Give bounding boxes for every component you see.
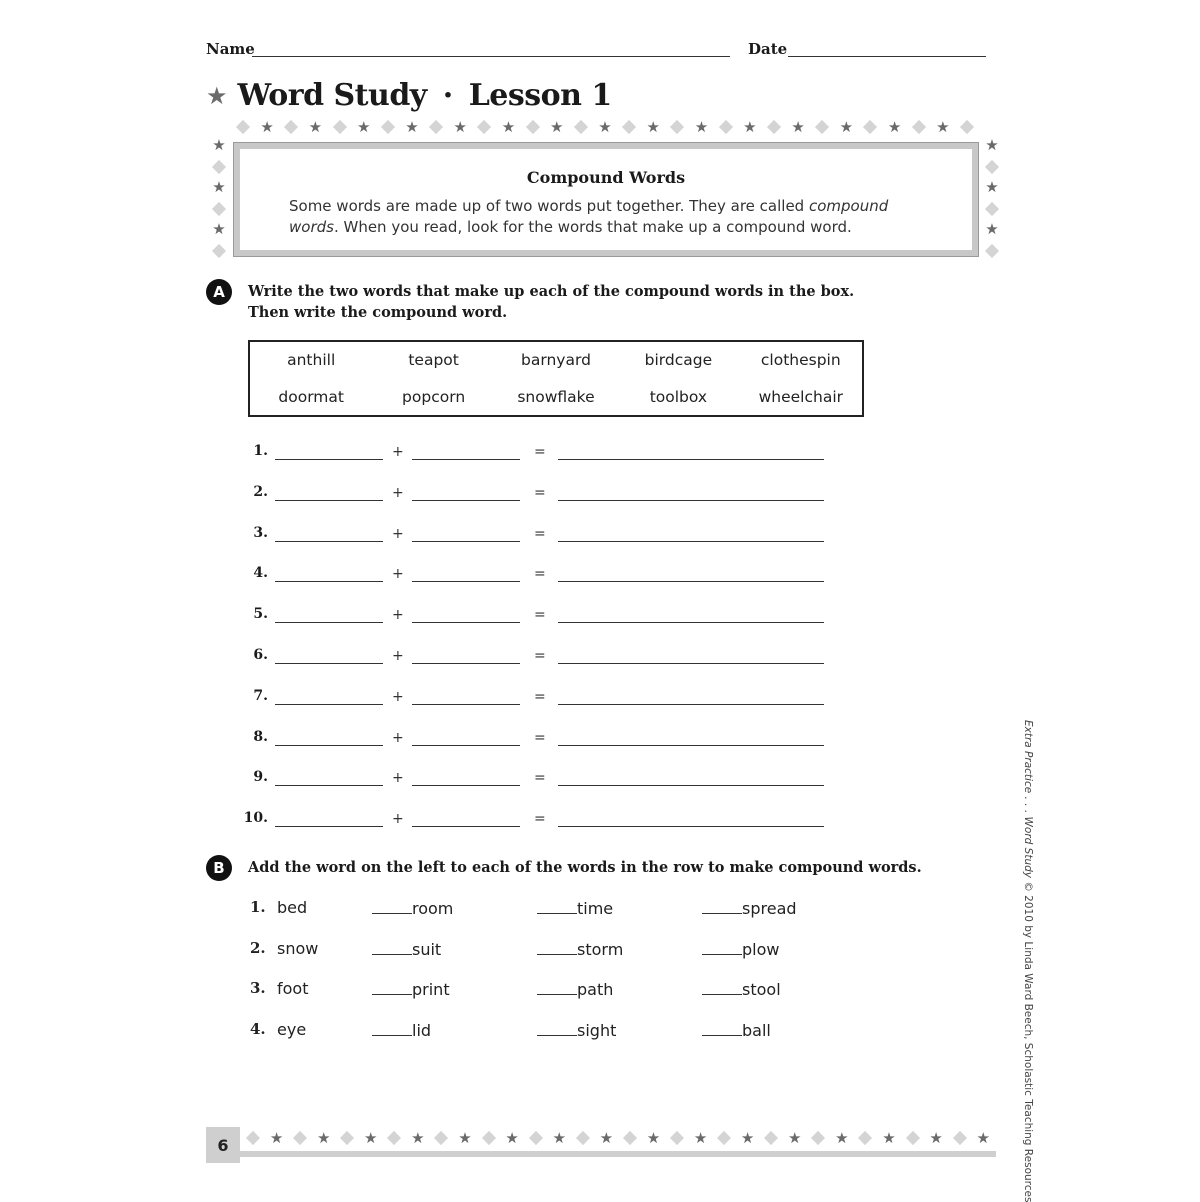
answer-blank[interactable] bbox=[537, 979, 577, 995]
second-word-blank[interactable] bbox=[412, 567, 520, 582]
equals-sign: = bbox=[534, 444, 546, 460]
star-icon: ★ bbox=[599, 1128, 614, 1147]
star-icon: ★ bbox=[887, 117, 902, 136]
second-word-blank[interactable] bbox=[412, 649, 520, 664]
compound-word-blank[interactable] bbox=[558, 486, 824, 501]
star-icon: ★ bbox=[839, 117, 854, 136]
diamond-icon bbox=[387, 1131, 401, 1145]
answer-row bbox=[240, 484, 840, 504]
answer-row bbox=[240, 729, 840, 749]
title-star-icon: ★ bbox=[206, 81, 228, 110]
compound-cell bbox=[702, 1020, 771, 1040]
row-number: 1. bbox=[253, 443, 268, 459]
answer-row bbox=[240, 810, 840, 830]
first-word-blank[interactable] bbox=[275, 527, 383, 542]
compound-cell bbox=[702, 979, 781, 999]
compound-cell bbox=[702, 939, 779, 959]
word-box-item: snowflake bbox=[517, 387, 595, 406]
diamond-icon bbox=[293, 1131, 307, 1145]
diamond-icon bbox=[953, 1131, 967, 1145]
word-box bbox=[248, 340, 864, 417]
compound-cell bbox=[702, 898, 797, 918]
base-word: foot bbox=[277, 979, 309, 999]
first-word-blank[interactable] bbox=[275, 608, 383, 623]
word-ending: plow bbox=[742, 939, 780, 959]
page-title bbox=[206, 78, 612, 113]
star-icon: ★ bbox=[212, 178, 226, 197]
star-icon: ★ bbox=[693, 1128, 708, 1147]
equals-sign: = bbox=[534, 729, 546, 746]
star-icon: ★ bbox=[743, 117, 757, 136]
word-box-item: popcorn bbox=[402, 387, 466, 406]
diamond-icon bbox=[985, 202, 999, 216]
base-word: snow bbox=[277, 938, 319, 958]
answer-blank[interactable] bbox=[702, 898, 742, 914]
star-icon: ★ bbox=[985, 220, 999, 239]
name-field[interactable] bbox=[252, 56, 730, 57]
word-box-item: toolbox bbox=[649, 387, 708, 406]
section-b-badge: B bbox=[206, 855, 232, 881]
compound-word-blank[interactable] bbox=[558, 812, 824, 827]
compound-row bbox=[250, 979, 850, 1001]
second-word-blank[interactable] bbox=[412, 486, 520, 501]
compound-cell bbox=[537, 898, 613, 918]
word-ending: storm bbox=[577, 939, 624, 959]
word-ending: stool bbox=[742, 980, 781, 1000]
word-box-item: anthill bbox=[287, 351, 336, 370]
diamond-icon bbox=[574, 120, 588, 134]
decorative-border-bottom bbox=[248, 1129, 990, 1147]
decorative-border-right bbox=[983, 138, 1001, 256]
plus-sign: + bbox=[392, 688, 404, 705]
answer-blank[interactable] bbox=[702, 1020, 742, 1036]
compound-row bbox=[250, 939, 850, 961]
answer-row bbox=[240, 443, 840, 463]
answer-blank[interactable] bbox=[537, 898, 577, 914]
row-number: 9. bbox=[253, 769, 268, 786]
compound-cell bbox=[372, 1020, 431, 1040]
plus-sign: + bbox=[392, 729, 404, 746]
answer-row bbox=[240, 606, 840, 626]
diamond-icon bbox=[477, 120, 491, 134]
compound-word-blank[interactable] bbox=[558, 445, 824, 460]
compound-cell bbox=[372, 898, 453, 918]
row-number: 3. bbox=[250, 979, 266, 998]
compound-cell bbox=[537, 1020, 616, 1040]
diamond-icon bbox=[912, 120, 926, 134]
star-icon: ★ bbox=[929, 1128, 943, 1147]
equals-sign: = bbox=[534, 648, 546, 664]
star-icon: ★ bbox=[882, 1128, 896, 1147]
row-number: 10. bbox=[243, 810, 268, 827]
title-separator: · bbox=[442, 78, 453, 113]
diamond-icon bbox=[670, 120, 684, 134]
decorative-border-top bbox=[238, 118, 972, 136]
diamond-icon bbox=[212, 244, 226, 258]
answer-blank[interactable] bbox=[537, 939, 577, 955]
star-icon: ★ bbox=[835, 1128, 849, 1147]
second-word-blank[interactable] bbox=[412, 731, 520, 746]
diamond-icon bbox=[481, 1131, 495, 1145]
word-ending: time bbox=[577, 899, 614, 918]
star-icon: ★ bbox=[791, 117, 805, 136]
compound-row bbox=[250, 1020, 850, 1042]
word-ending: room bbox=[412, 899, 454, 918]
first-word-blank[interactable] bbox=[275, 731, 383, 746]
section-b-instruction: Add the word on the left to each of the words in the row to make compound words. bbox=[248, 859, 922, 876]
compound-word-blank[interactable] bbox=[558, 649, 824, 664]
diamond-icon bbox=[576, 1131, 590, 1145]
row-number: 2. bbox=[250, 938, 266, 957]
star-icon: ★ bbox=[550, 117, 564, 136]
diamond-icon bbox=[815, 120, 829, 134]
word-box-item: wheelchair bbox=[758, 387, 843, 406]
answer-blank[interactable] bbox=[372, 979, 412, 995]
first-word-blank[interactable] bbox=[275, 486, 383, 501]
diamond-icon bbox=[858, 1131, 872, 1145]
answer-blank[interactable] bbox=[702, 979, 742, 995]
plus-sign: + bbox=[392, 566, 404, 583]
second-word-blank[interactable] bbox=[412, 812, 520, 827]
compound-word-blank[interactable] bbox=[558, 527, 824, 542]
second-word-blank[interactable] bbox=[412, 445, 520, 460]
equals-sign: = bbox=[534, 811, 546, 828]
plus-sign: + bbox=[392, 607, 404, 624]
word-ending: lid bbox=[412, 1021, 432, 1041]
base-word: eye bbox=[277, 1020, 307, 1040]
answer-row bbox=[240, 565, 840, 585]
diamond-icon bbox=[526, 120, 540, 134]
star-icon: ★ bbox=[646, 117, 660, 136]
answer-row bbox=[240, 688, 840, 708]
compound-word-blank[interactable] bbox=[558, 731, 824, 746]
row-number: 3. bbox=[253, 524, 268, 541]
equals-sign: = bbox=[534, 525, 546, 542]
first-word-blank[interactable] bbox=[275, 812, 383, 827]
info-box-title: Compound Words bbox=[526, 168, 686, 187]
diamond-icon bbox=[340, 1131, 354, 1145]
plus-sign: + bbox=[392, 811, 404, 828]
diamond-icon bbox=[767, 120, 781, 134]
diamond-icon bbox=[622, 120, 636, 134]
star-icon: ★ bbox=[646, 1128, 661, 1147]
answer-blank[interactable] bbox=[702, 939, 742, 955]
section-a-badge: A bbox=[206, 279, 232, 305]
diamond-icon bbox=[905, 1131, 919, 1145]
star-icon: ★ bbox=[212, 136, 226, 154]
row-number: 4. bbox=[250, 1020, 266, 1039]
star-icon: ★ bbox=[212, 220, 226, 239]
diamond-icon bbox=[985, 160, 999, 174]
compound-word-blank[interactable] bbox=[558, 690, 824, 705]
star-icon: ★ bbox=[458, 1128, 472, 1147]
star-icon: ★ bbox=[976, 1128, 990, 1147]
star-icon: ★ bbox=[316, 1128, 331, 1147]
equals-sign: = bbox=[534, 607, 546, 624]
plus-sign: + bbox=[392, 484, 404, 501]
star-icon: ★ bbox=[740, 1128, 755, 1147]
star-icon: ★ bbox=[501, 117, 516, 136]
page-number: 6 bbox=[206, 1127, 240, 1163]
diamond-icon bbox=[863, 120, 877, 134]
row-number: 6. bbox=[253, 647, 268, 663]
second-word-blank[interactable] bbox=[412, 608, 520, 623]
second-word-blank[interactable] bbox=[412, 527, 520, 542]
star-icon: ★ bbox=[260, 117, 274, 136]
compound-word-blank[interactable] bbox=[558, 771, 824, 786]
date-field[interactable] bbox=[788, 56, 986, 57]
star-icon: ★ bbox=[269, 1128, 284, 1147]
diamond-icon bbox=[623, 1131, 637, 1145]
answer-row bbox=[240, 525, 840, 545]
diamond-icon bbox=[960, 120, 974, 134]
word-ending: print bbox=[412, 980, 450, 1000]
base-word: bed bbox=[277, 898, 308, 917]
word-ending: suit bbox=[412, 939, 442, 959]
diamond-icon bbox=[764, 1131, 778, 1145]
first-word-blank[interactable] bbox=[275, 690, 383, 705]
row-number: 7. bbox=[253, 687, 268, 704]
section-a-instruction: Write the two words that make up each of the compound words in the box. Then write the compound word. bbox=[248, 283, 855, 321]
title-part2: Lesson 1 bbox=[468, 78, 612, 113]
compound-word-blank[interactable] bbox=[558, 608, 824, 623]
compound-cell bbox=[537, 939, 623, 959]
star-icon: ★ bbox=[598, 117, 612, 136]
decorative-border-left bbox=[210, 138, 228, 256]
answer-blank[interactable] bbox=[372, 939, 412, 955]
star-icon: ★ bbox=[356, 117, 371, 136]
star-icon: ★ bbox=[453, 117, 467, 136]
equals-sign: = bbox=[534, 484, 546, 501]
star-icon: ★ bbox=[364, 1128, 378, 1147]
diamond-icon bbox=[236, 120, 250, 134]
compound-cell bbox=[372, 939, 441, 959]
star-icon: ★ bbox=[411, 1128, 425, 1147]
footer-rule bbox=[240, 1151, 996, 1157]
info-box-text: Some words are made up of two words put together. They are called compound words. When you read, look for the words that make up a compound word. bbox=[289, 197, 889, 236]
compound-cell bbox=[537, 979, 613, 999]
row-number: 4. bbox=[253, 565, 268, 582]
diamond-icon bbox=[985, 244, 999, 258]
star-icon: ★ bbox=[552, 1128, 566, 1147]
date-label: Date bbox=[748, 40, 788, 58]
answer-blank[interactable] bbox=[372, 898, 412, 914]
equals-sign: = bbox=[534, 770, 546, 787]
compound-row bbox=[250, 898, 850, 920]
word-ending: spread bbox=[742, 899, 797, 918]
star-icon: ★ bbox=[985, 178, 999, 197]
first-word-blank[interactable] bbox=[275, 649, 383, 664]
star-icon: ★ bbox=[985, 136, 999, 154]
row-number: 2. bbox=[253, 483, 268, 500]
diamond-icon bbox=[434, 1131, 448, 1145]
row-number: 1. bbox=[250, 898, 266, 916]
word-box-item: teapot bbox=[408, 351, 459, 370]
compound-cell bbox=[372, 979, 450, 999]
title-part1: Word Study bbox=[237, 78, 427, 113]
equals-sign: = bbox=[534, 566, 546, 583]
diamond-icon bbox=[429, 120, 443, 134]
row-number: 8. bbox=[253, 728, 268, 745]
answer-blank[interactable] bbox=[372, 1020, 412, 1036]
star-icon: ★ bbox=[505, 1128, 519, 1147]
equals-sign: = bbox=[534, 688, 546, 705]
plus-sign: + bbox=[392, 648, 404, 664]
first-word-blank[interactable] bbox=[275, 445, 383, 460]
word-box-item: barnyard bbox=[521, 351, 591, 370]
word-ending: path bbox=[577, 980, 614, 1000]
word-box-item: clothespin bbox=[760, 351, 841, 370]
plus-sign: + bbox=[392, 525, 404, 542]
row-number: 5. bbox=[253, 606, 268, 623]
diamond-icon bbox=[670, 1131, 684, 1145]
star-icon: ★ bbox=[936, 117, 950, 136]
compound-word-blank[interactable] bbox=[558, 567, 824, 582]
diamond-icon bbox=[212, 202, 226, 216]
answer-row bbox=[240, 647, 840, 667]
second-word-blank[interactable] bbox=[412, 690, 520, 705]
word-ending: sight bbox=[577, 1021, 617, 1041]
word-box-item: doormat bbox=[278, 387, 344, 406]
star-icon: ★ bbox=[694, 117, 709, 136]
diamond-icon bbox=[529, 1131, 543, 1145]
answer-row bbox=[240, 769, 840, 789]
star-icon: ★ bbox=[788, 1128, 802, 1147]
diamond-icon bbox=[381, 120, 395, 134]
diamond-icon bbox=[246, 1131, 260, 1145]
name-label: Name bbox=[206, 40, 255, 58]
star-icon: ★ bbox=[308, 117, 323, 136]
diamond-icon bbox=[717, 1131, 731, 1145]
answer-blank[interactable] bbox=[537, 1020, 577, 1036]
first-word-blank[interactable] bbox=[275, 771, 383, 786]
second-word-blank[interactable] bbox=[412, 771, 520, 786]
plus-sign: + bbox=[392, 770, 404, 787]
diamond-icon bbox=[811, 1131, 825, 1145]
star-icon: ★ bbox=[405, 117, 419, 136]
diamond-icon bbox=[212, 160, 226, 174]
word-ending: ball bbox=[742, 1021, 771, 1041]
side-credit: Extra Practice . . . Word Study © 2010 by Linda Ward Beech, Scholastic Teaching Resources bbox=[1022, 720, 1034, 1202]
diamond-icon bbox=[719, 120, 733, 134]
first-word-blank[interactable] bbox=[275, 567, 383, 582]
word-box-item: birdcage bbox=[644, 351, 713, 370]
diamond-icon bbox=[284, 120, 298, 134]
plus-sign: + bbox=[392, 444, 404, 460]
diamond-icon bbox=[332, 120, 346, 134]
